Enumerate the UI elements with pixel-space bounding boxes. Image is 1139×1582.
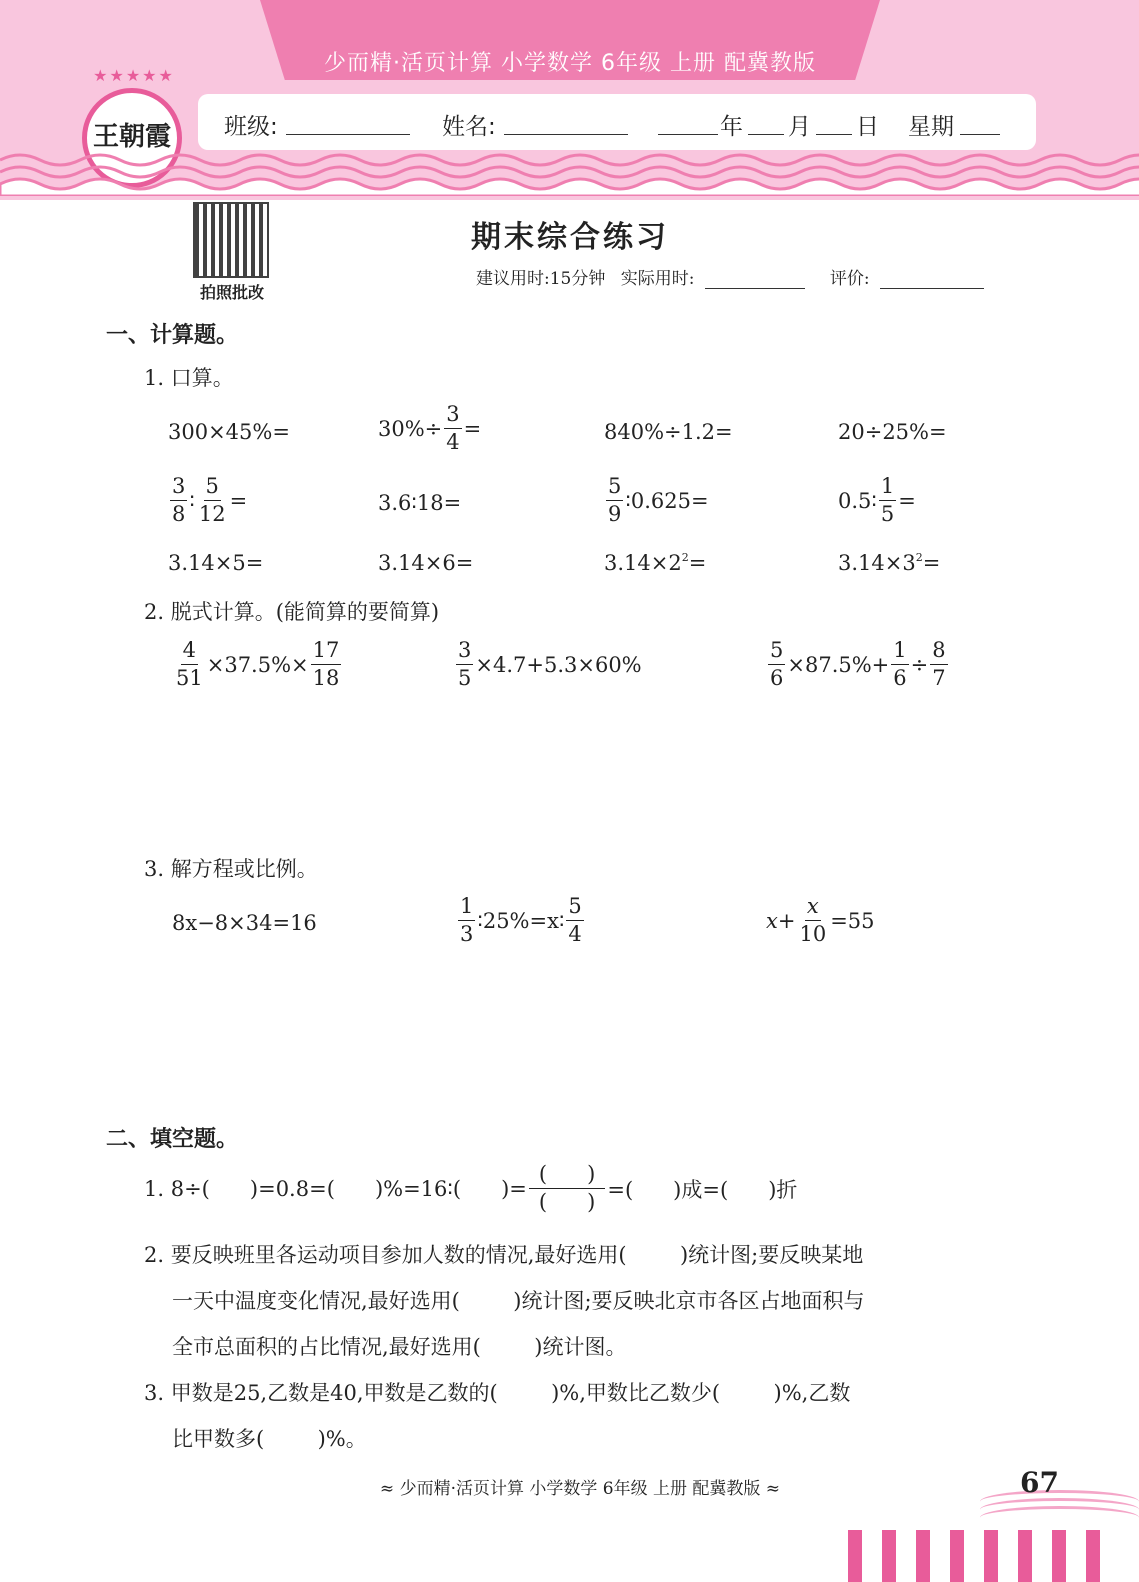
name-label: 姓名: (442, 114, 496, 140)
month-label: 月 (788, 114, 811, 140)
q2-label: 2. 脱式计算。(能简算的要简算) (144, 600, 440, 624)
fill-q1: 1. 8÷( )=0.8=( )%=16∶( )= $\frac{( )}{( )}$ =( )成=( )折 (144, 1162, 798, 1214)
oral-item-f: 3.6∶18= (378, 491, 462, 515)
student-info-bar (198, 94, 1036, 150)
oral-item-l: 3.14×3 $^2$ = (838, 551, 941, 575)
qr-label: 拍照批改 (199, 283, 264, 302)
oral-item-d: 20÷25%= (838, 420, 947, 444)
year-field[interactable] (658, 134, 718, 135)
month-field[interactable] (748, 134, 784, 135)
actual-time-label: 实际用时: (620, 269, 695, 289)
oral-item-e: $\frac{3}{8}$ ∶ $\frac{5}{12}$ = (172, 474, 248, 526)
q3-label: 3. 解方程或比例。 (144, 857, 318, 881)
logo-stars: ★★★★★ (93, 66, 175, 85)
oral-item-k: 3.14×2 $^2$ = (604, 551, 707, 575)
evaluation-field[interactable] (880, 288, 984, 289)
equation-item-c: x+ $\frac{x}{10}$ =55 (766, 894, 875, 946)
actual-time-field[interactable] (705, 288, 805, 289)
footer-wave (980, 1490, 1139, 1520)
header-wave (0, 150, 1139, 196)
suggested-time: 建议用时:15分钟 (476, 269, 606, 289)
year-label: 年 (720, 114, 743, 140)
fill-q2-line1: 2. 要反映班里各运动项目参加人数的情况,最好选用( )统计图;要反映某地 (144, 1243, 864, 1267)
section2-heading: 二、填空题。 (106, 1127, 239, 1152)
page-number: 67 (1020, 1466, 1059, 1499)
equation-item-a: 8x−8×34=16 (172, 911, 317, 935)
day-label: 日 (856, 114, 879, 140)
oral-item-c: 840%÷1.2= (604, 420, 733, 444)
qr-code-icon[interactable] (193, 202, 269, 278)
day-field[interactable] (816, 134, 852, 135)
evaluation-label: 评价: (829, 269, 870, 289)
stepwise-item-c: $\frac{5}{6}$ ×87.5%+ $\frac{1}{6}$ ÷ $\frac{8}{7}$ (770, 638, 946, 690)
oral-item-h: 0.5∶ $\frac{1}{5}$ = (838, 474, 916, 526)
oral-item-a: 300×45%= (168, 420, 290, 444)
oral-item-g: $\frac{5}{9}$ ∶0.625= (608, 474, 709, 526)
weekday-label: 星期 (908, 114, 954, 140)
name-field[interactable] (504, 134, 628, 135)
fill-q2-line2: 一天中温度变化情况,最好选用( )统计图;要反映北京市各区占地面积与 (172, 1289, 865, 1313)
fill-q3-line2: 比甲数多( )%。 (172, 1427, 367, 1451)
series-title: 少而精·活页计算 小学数学 6年级 上册 配冀教版 (324, 51, 816, 76)
page-title: 期末综合练习 (471, 220, 669, 255)
footer-text: ≈ 少而精·活页计算 小学数学 6年级 上册 配冀教版 ≈ (379, 1479, 781, 1499)
oral-item-i: 3.14×5= (168, 551, 264, 575)
oral-item-j: 3.14×6= (378, 551, 474, 575)
fill-q3-line1: 3. 甲数是25,乙数是40,甲数是乙数的( )%,甲数比乙数少( )%,乙数 (144, 1381, 851, 1405)
weekday-field[interactable] (960, 134, 1000, 135)
class-field[interactable] (286, 134, 410, 135)
section1-heading: 一、计算题。 (106, 323, 239, 348)
class-label: 班级: (224, 114, 278, 140)
stepwise-item-b: $\frac{3}{5}$ ×4.7+5.3×60% (458, 638, 642, 690)
oral-item-b: 30%÷ $\frac{3}{4}$ = (378, 402, 482, 454)
logo-text: 王朝霞 (92, 122, 171, 152)
q1-label: 1. 口算。 (144, 366, 234, 390)
fill-q2-line3: 全市总面积的占比情况,最好选用( )统计图。 (172, 1335, 627, 1359)
stepwise-item-a: $\frac{4}{51}$ ×37.5%× $\frac{17}{18}$ (176, 638, 340, 690)
timing-row (476, 264, 994, 289)
equation-item-b: $\frac{1}{3}$ ∶25%=x∶ $\frac{5}{4}$ (460, 894, 582, 946)
